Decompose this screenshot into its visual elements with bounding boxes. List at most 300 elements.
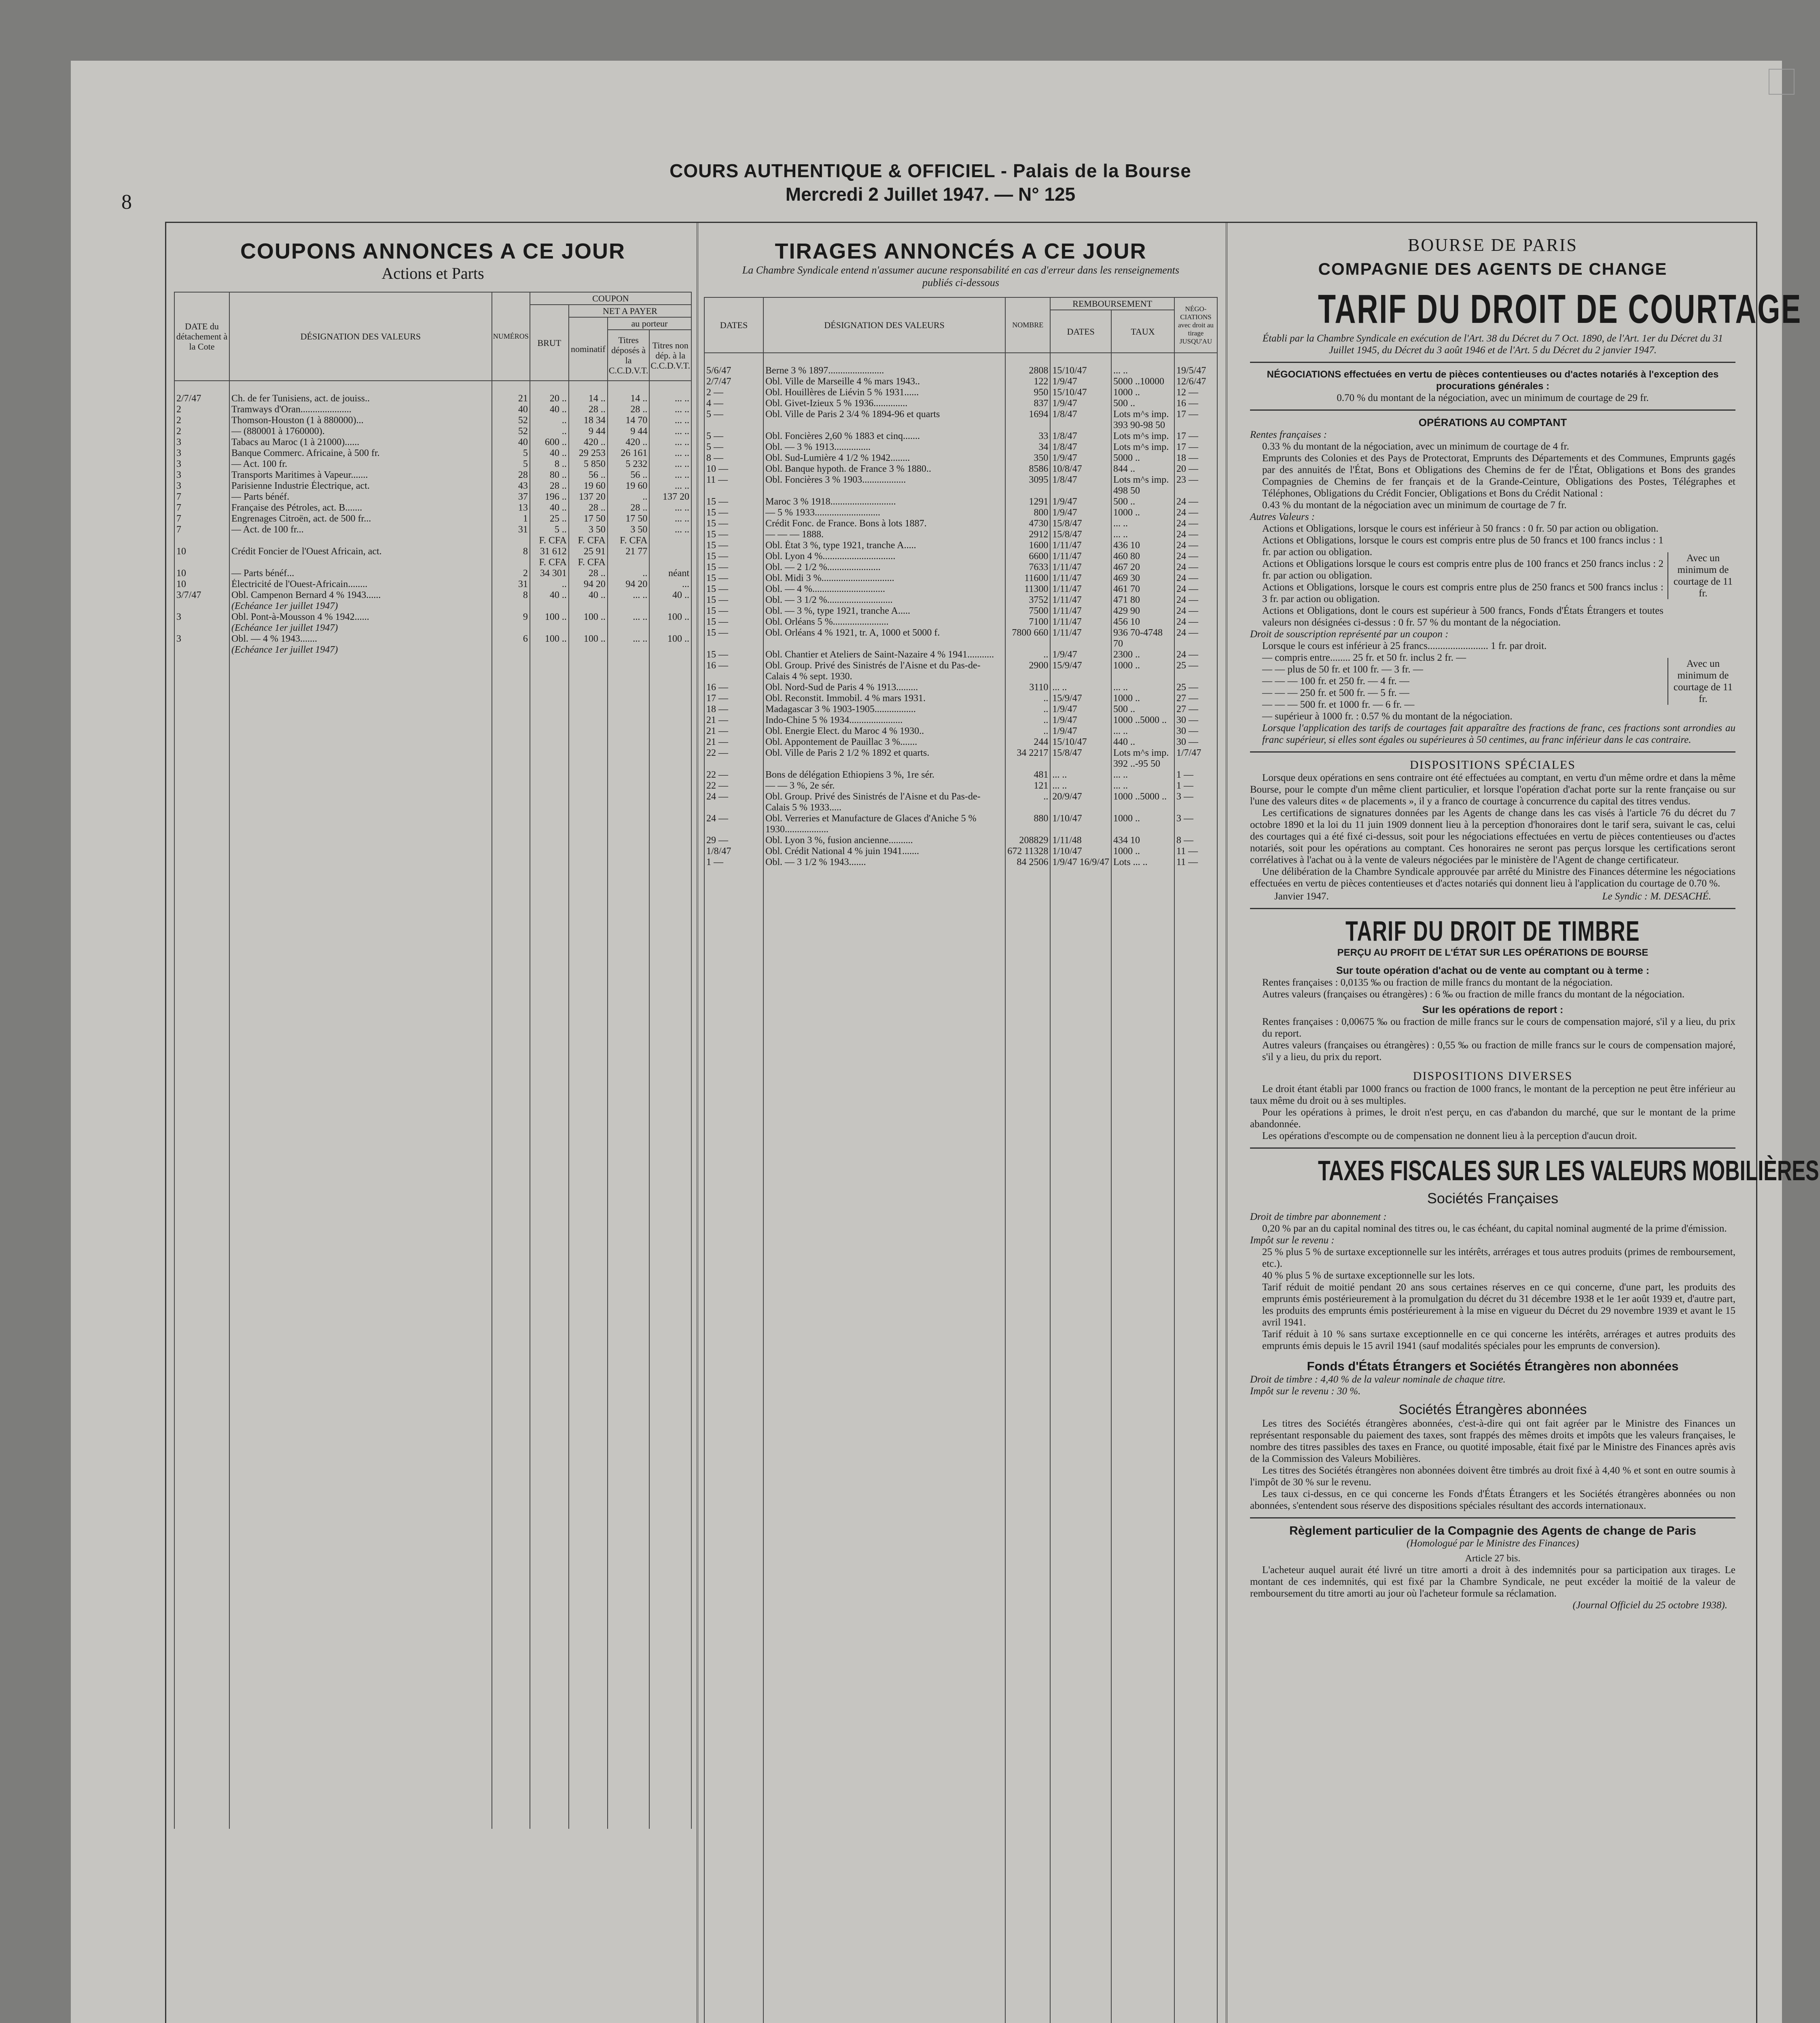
coupon-numero: 28 [492,470,530,481]
table-row [704,715,1217,726]
tirage-negociation: 24 — [1174,584,1217,595]
tirage-date: 2 — [704,387,763,398]
tirage-designation: Obl. — 3 1/2 % 1943....... [763,857,1005,868]
coupon-deposes: 14 .. [608,381,650,404]
tirage-remb-date: 1/9/47 [1050,726,1111,737]
tirage-taux: 1000 ..5000 .. [1111,791,1174,813]
coupon-nominatif: 28 .. [569,503,608,513]
droit-list [1250,640,1663,722]
coupon-numero: 8 [492,590,530,601]
table-row [174,524,691,535]
coupon-brut: 28 .. [530,481,569,492]
coupon-deposes: 9 44 [608,426,650,437]
coupon-non-deposes: ... .. [649,481,691,492]
coupon-date: 10 [174,546,229,557]
coupon-designation: Électricité de l'Ouest-Africain........ [229,579,492,590]
col-date: DATE du détachement à la Cote [174,292,229,381]
tirage-nombre: 7100 [1005,617,1050,628]
coupon-non-deposes: ... .. [649,513,691,524]
coupon-brut: 40 .. [530,404,569,415]
coupon-date [174,535,229,546]
tirage-remb-date: 1/8/47 [1050,475,1111,496]
coupon-non-deposes [649,601,691,612]
coupon-date [174,623,229,634]
autres-list [1250,523,1663,628]
nego-text: 0.70 % du montant de la négociation, avec un minimum de courtage de 29 fr. [1337,392,1649,403]
table-row [704,791,1217,813]
coupon-date [174,645,229,655]
coupon-date: 7 [174,492,229,503]
tirage-remb-date: 1/9/47 [1050,704,1111,715]
tirage-taux: 469 30 [1111,573,1174,584]
bourse-heading: BOURSE DE PARIS [1408,235,1578,255]
table-row [704,573,1217,584]
coupon-designation: — Act. de 100 fr... [229,524,492,535]
coupon-non-deposes: ... .. [649,381,691,404]
table-row [174,459,691,470]
table-row [704,409,1217,431]
timbre-autres: Autres valeurs (françaises ou étrangères) : 6 ‰ ou fraction de mille francs du montant de la négociation. [1262,989,1685,1000]
col-negociations: NÉGO-CIATIONS avec droit au tirage JUSQU'AU [1174,297,1217,353]
page-number: 8 [121,191,132,214]
tirage-date: 15 — [704,496,763,507]
col-dates: DATES [704,297,763,353]
tirage-nombre: 84 2506 [1005,857,1050,868]
tirage-remb-date: 1/11/47 [1050,551,1111,562]
tirage-designation: Madagascar 3 % 1903-1905................. [763,704,1005,715]
coupon-designation: — Parts bénéf... [229,568,492,579]
coupon-brut: .. [530,426,569,437]
coupon-nominatif: 18 34 [569,415,608,426]
coupon-numero: 6 [492,634,530,645]
diverses-para-3: Les opérations d'escompte ou de compensation ne donnent lieu à la perception d'aucun droit. [1262,1130,1637,1141]
list-item: Tarif réduit de moitié pendant 20 ans sous certaines réserves en ce qui concerne, d'une part, les produits des emprunts émis postérieurement à la promulgation du décret du 31 décembre 1938 et le 1er août 1939 et, d'autre part, les produits des emprunts émis postérieurement à la mise en vigueur du Décret du 29 novembre 1939 et avant le 15 avril 1941. [1262,1282,1735,1328]
diverses-para-2: Pour les opérations à primes, le droit n'est perçu, en cas d'abandon du marché, que sur le montant de la prime abandonnée. [1250,1107,1735,1130]
tirage-date: 16 — [704,682,763,693]
tirage-negociation: 24 — [1174,562,1217,573]
courtage-title: TARIF DU DROIT DE COURTAGE [1318,286,1802,332]
coupon-numero: 31 [492,579,530,590]
tirage-nombre: 1600 [1005,540,1050,551]
table-filler [704,868,1217,2023]
list-item: — — — 100 fr. et 250 fr. — 4 fr. — [1262,676,1409,687]
coupon-nominatif: 9 44 [569,426,608,437]
coupon-designation: Tabacs au Maroc (1 à 21000)...... [229,437,492,448]
list-item: Tarif réduit à 10 % sans surtaxe exceptionnelle en ce qui concerne les intérêts, arrérages et autres produits des emprunts émis depuis le 15 avril 1941 (sauf modalités spéciales pour les emprunts de conversion). [1262,1329,1735,1351]
empty-cell [1111,868,1174,2023]
table-row [174,404,691,415]
col-brut: BRUT [530,305,569,381]
tirage-remb-date: 15/8/47 [1050,529,1111,540]
reglement-title: Règlement particulier de la Compagnie des Agents de change de Paris [1289,1524,1696,1537]
coupon-brut: 100 .. [530,612,569,623]
coupon-date: 3 [174,634,229,645]
tirage-negociation: 16 — [1174,398,1217,409]
table-row [704,780,1217,791]
list-item: Actions et Obligations, lorsque le cours est compris entre plus de 50 francs et 100 francs inclus : 1 fr. par action ou obligation. [1262,535,1663,558]
table-filler [174,655,691,1829]
tirage-nombre: 1694 [1005,409,1050,431]
table-row [704,518,1217,529]
coupon-designation: Crédit Foncier de l'Ouest Africain, act. [229,546,492,557]
corner-mark [1769,69,1795,95]
tirage-nombre: 2900 [1005,660,1050,682]
tirage-remb-date: 15/10/47 [1050,387,1111,398]
table-row [704,431,1217,442]
soc-etr-para-1: Les titres des Sociétés étrangères abonnées, c'est-à-dire qui ont fait agréer par le Ministre des Finances un représentant responsable du paiement des taxes, sont frappés des mêmes droits et impôts que les valeurs françaises, le nombre des titres passibles des taxes en France, ou quotité imposable, était fixé par le Ministre des Finances après avis de la Commission des Valeurs Mobilières. [1250,1418,1735,1464]
tirage-nombre: 7633 [1005,562,1050,573]
tirage-nombre: 208829 [1005,835,1050,846]
table-row [174,492,691,503]
coupon-date: 7 [174,513,229,524]
coupon-numero [492,601,530,612]
tirage-negociation: 3 — [1174,813,1217,835]
tirage-taux: 1000 .. [1111,813,1174,835]
tirage-nombre: 950 [1005,387,1050,398]
tirage-date: 22 — [704,780,763,791]
tirage-date: 15 — [704,518,763,529]
coupon-nominatif: 100 .. [569,634,608,645]
tirage-taux: 844 .. [1111,464,1174,475]
tirage-taux: Lots m^s imp. 393 90-98 50 [1111,409,1174,431]
tirage-negociation: 18 — [1174,453,1217,464]
tirage-designation: Obl. — 3 1/2 %........................... [763,595,1005,606]
tirage-date: 5 — [704,431,763,442]
societes-etrangeres: Sociétés Étrangères abonnées [1398,1402,1587,1417]
disp-para-3: Une délibération de la Chambre Syndicale approuvée par arrêté du Ministre des Finances détermine les négociations effectuées en vertu de pièces contentieuses et d'actes notariés qui donnent lieu à l'application du courtage de 0.70 %. [1250,866,1735,889]
tirage-designation: Obl. Foncières 3 % 1903.................. [763,475,1005,496]
empty-cell [492,655,530,1829]
tirage-designation: Obl. Ville de Paris 2 1/2 % 1892 et quarts. [763,748,1005,770]
tirage-taux: 5000 ..10000 [1111,376,1174,387]
tirage-remb-date: 1/11/47 [1050,606,1111,617]
coupon-non-deposes [649,623,691,634]
table-row [174,503,691,513]
tirage-remb-date: 1/9/47 [1050,649,1111,660]
tirage-date: 21 — [704,726,763,737]
header-title: COURS AUTHENTIQUE & OFFICIEL - Palais de la Bourse [670,160,1191,181]
tirage-nombre: 34 2217 [1005,748,1050,770]
tirage-negociation: 24 — [1174,628,1217,649]
list-item: Actions et Obligations, lorsque le cours est compris entre plus de 250 francs et 500 francs inclus : 3 fr. par action ou obligation. [1262,582,1663,604]
list-item: 25 % plus 5 % de surtaxe exceptionnelle sur les intérêts, arrérages et tous autres produits (primes de remboursement, etc.). [1262,1247,1735,1269]
tirage-negociation: 23 — [1174,475,1217,496]
coupon-nominatif: 17 50 [569,513,608,524]
coupon-date: 7 [174,524,229,535]
coupon-nominatif: 420 .. [569,437,608,448]
article-reference: (Journal Officiel du 25 octobre 1938). [1572,1600,1727,1611]
tirage-remb-date: 15/9/47 [1050,693,1111,704]
tirage-designation: Obl. Givet-Izieux 5 % 1936.............. [763,398,1005,409]
tirage-date: 24 — [704,791,763,813]
table-row [704,507,1217,518]
list-item: — — — 250 fr. et 500 fr. — 5 fr. — [1262,687,1409,698]
col-deposes: Titres déposés à la C.C.D.V.T. [608,330,650,381]
tirage-taux: Lots m^s imp. 392 ..-95 50 [1111,748,1174,770]
coupon-non-deposes: ... .. [649,470,691,481]
tirage-date: 15 — [704,649,763,660]
tirage-negociation: 30 — [1174,715,1217,726]
timbre-title: TARIF DU DROIT DE TIMBRE [1345,915,1640,947]
coupon-nominatif [569,623,608,634]
tirage-designation: Obl. Houillères de Liévin 5 % 1931...... [763,387,1005,398]
coupon-designation: Française des Pétroles, act. B....... [229,503,492,513]
tirage-designation: Obl. Sud-Lumière 4 1/2 % 1942........ [763,453,1005,464]
tirage-date: 15 — [704,595,763,606]
table-row [704,387,1217,398]
tirage-taux: Lots ... .. [1111,857,1174,868]
tirage-taux: 1000 ..5000 .. [1111,715,1174,726]
coupon-designation: Engrenages Citroën, act. de 500 fr... [229,513,492,524]
coupon-deposes: ... .. [608,590,650,601]
coupon-brut: F. CFA [530,557,569,568]
tirage-taux: 434 10 [1111,835,1174,846]
coupon-designation: Banque Commerc. Africaine, à 500 fr. [229,448,492,459]
droit-timbre-text: 0,20 % par an du capital nominal des titres ou, le cas échéant, du capital nominal augmenté de la prime d'émission. [1262,1223,1727,1234]
coupon-deposes: 94 20 [608,579,650,590]
coupon-brut: 100 .. [530,634,569,645]
tirage-negociation: 24 — [1174,606,1217,617]
droit-label: Droit de souscription représenté par un coupon : [1250,629,1449,640]
tirage-taux: 461 70 [1111,584,1174,595]
coupon-numero [492,535,530,546]
tirage-date: 15 — [704,584,763,595]
tirage-nombre: 122 [1005,376,1050,387]
tirage-date: 22 — [704,770,763,780]
col-designation: DÉSIGNATION DES VALEURS [763,297,1005,353]
tirage-remb-date: 1/8/47 [1050,442,1111,453]
table-row [174,557,691,568]
emprunts-text: Emprunts des Colonies et des Pays de Protectorat, Emprunts des Départements et des Communes, Emprunts gagés par des annuités de l'État, Bons et Obligations des Chemins de fer de l'État, Obligations et Bons des grandes Compagnies de Chemins de fer français et de la Grande-Ceinture, Obligations des Postes, Télégraphes et Téléphones, Obligations du Crédit Foncier, Obligations et Bons du Crédit National : [1262,453,1735,499]
tirage-taux: Lots m^s imp. [1111,431,1174,442]
tirage-remb-date: 15/9/47 [1050,660,1111,682]
tirage-negociation: 25 — [1174,682,1217,693]
tirage-designation: Obl. Appontement de Pauillac 3 %....... [763,737,1005,748]
table-row [704,562,1217,573]
coupon-designation: Thomson-Houston (1 à 880000)... [229,415,492,426]
coupon-non-deposes: 137 20 [649,492,691,503]
tirage-remb-date: 1/11/47 [1050,562,1111,573]
table-row [174,612,691,623]
tirage-negociation: 24 — [1174,551,1217,562]
tirage-taux: Lots m^s imp. 498 50 [1111,475,1174,496]
tirage-negociation: 1 — [1174,780,1217,791]
list-item: — supérieur à 1000 fr. : 0.57 % du montant de la négociation. [1262,711,1513,722]
coupon-designation: — Act. 100 fr. [229,459,492,470]
rentes-label: Rentes françaises : [1250,429,1327,440]
coupon-deposes: 17 50 [608,513,650,524]
col-nominatif: nominatif [569,317,608,381]
tarif-section [1234,227,1819,1611]
tirage-remb-date: 1/11/47 [1050,573,1111,584]
tirage-date: 15 — [704,573,763,584]
coupon-numero: 5 [492,448,530,459]
coupon-non-deposes [649,535,691,546]
coupon-brut [530,645,569,655]
coupon-designation: (Echéance 1er juillet 1947) [229,623,492,634]
tirage-nombre: .. [1005,715,1050,726]
tirage-designation: Obl. Ville de Marseille 4 % mars 1943.. [763,376,1005,387]
tirage-remb-date: 1/8/47 [1050,431,1111,442]
column-divider [1226,222,1227,2023]
tirage-designation: Obl. — 3 % 1913............... [763,442,1005,453]
col-remboursement: REMBOURSEMENT [1050,297,1174,310]
list-item: — — — 500 fr. et 1000 fr. — 6 fr. — [1262,699,1415,710]
tirage-taux: Lots m^s imp. [1111,442,1174,453]
coupon-deposes: 21 77 [608,546,650,557]
table-row [174,513,691,524]
col-non-deposes: Titres non dép. à la C.C.D.V.T. [649,330,691,381]
coupon-non-deposes: ... .. [649,448,691,459]
table-row [174,634,691,645]
tirage-date: 5 — [704,409,763,431]
tirage-nombre: 33 [1005,431,1050,442]
coupon-numero: 9 [492,612,530,623]
coupons-rows [174,381,691,1829]
coupon-numero: 37 [492,492,530,503]
empty-cell [649,655,691,1829]
tirage-remb-date: 10/8/47 [1050,464,1111,475]
list-item: Lorsque le cours est inférieur à 25 francs........................ 1 fr. par droit. [1262,640,1547,651]
page-header [485,160,1375,205]
table-row [704,376,1217,387]
coupon-non-deposes: ... .. [649,459,691,470]
tirage-nombre: 34 [1005,442,1050,453]
tirage-designation: Obl. Group. Privé des Sinistrés de l'Aisne et du Pas-de-Calais 5 % 1933..... [763,791,1005,813]
empty-cell [763,868,1005,2023]
tirage-date: 21 — [704,737,763,748]
table-row [174,579,691,590]
list-item: — compris entre........ 25 fr. et 50 fr. inclus 2 fr. — [1262,652,1466,663]
tirage-nombre: 8586 [1005,464,1050,475]
tirage-designation: Obl. Orléans 4 % 1921, tr. A, 1000 et 5000 f. [763,628,1005,649]
tirage-remb-date: 1/9/47 16/9/47 [1050,857,1111,868]
tirage-date: 15 — [704,562,763,573]
tirage-nombre: 7800 660 [1005,628,1050,649]
table-row [704,464,1217,475]
col-net: NET A PAYER [569,305,691,317]
tirage-designation: Berne 3 % 1897....................... [763,353,1005,376]
tirage-nombre: .. [1005,649,1050,660]
tirage-nombre: .. [1005,704,1050,715]
tirage-date: 15 — [704,551,763,562]
table-row [174,381,691,404]
coupon-deposes: 5 232 [608,459,650,470]
coupons-title: COUPONS ANNONCES A CE JOUR [240,239,626,263]
table-row [174,645,691,655]
tirage-remb-date: 1/11/47 [1050,584,1111,595]
coupon-non-deposes: ... .. [649,404,691,415]
autres-label: Autres Valeurs : [1250,511,1315,522]
tirage-negociation: 24 — [1174,496,1217,507]
table-row [704,398,1217,409]
coupon-numero: 52 [492,426,530,437]
tirage-negociation: 12 — [1174,387,1217,398]
tirage-taux: 460 80 [1111,551,1174,562]
coupon-designation: Tramways d'Oran..................... [229,404,492,415]
tirage-taux: 471 80 [1111,595,1174,606]
coupon-date [174,557,229,568]
empty-cell [1005,868,1050,2023]
tirage-date: 10 — [704,464,763,475]
tirage-designation: — — — 1888. [763,529,1005,540]
diverses-heading: DISPOSITIONS DIVERSES [1413,1069,1573,1083]
tirage-negociation: 17 — [1174,409,1217,431]
tirage-date: 11 — [704,475,763,496]
list-item: — — plus de 50 fr. et 100 fr. — 3 fr. — [1262,664,1423,675]
table-row [704,846,1217,857]
tirage-date: 29 — [704,835,763,846]
timbre-achat-heading: Sur toute opération d'achat ou de vente au comptant ou à terme : [1336,965,1650,976]
tirage-designation: Bons de délégation Ethiopiens 3 %, 1re sér. [763,770,1005,780]
tirage-negociation: 3 — [1174,791,1217,813]
tirage-nombre: 672 11328 [1005,846,1050,857]
tirage-remb-date: 15/10/47 [1050,353,1111,376]
tirage-date: 5/6/47 [704,353,763,376]
tirage-negociation: 11 — [1174,857,1217,868]
tirage-taux: 456 10 [1111,617,1174,628]
tirage-taux: 467 20 [1111,562,1174,573]
coupon-numero: 43 [492,481,530,492]
table-row [704,693,1217,704]
emprunts-rate: 0.43 % du montant de la négociation avec un minimum de courtage de 7 fr. [1262,500,1567,511]
timbre-report-heading: Sur les opérations de report : [1422,1004,1564,1016]
timbre-report-rentes: Rentes françaises : 0,00675 ‰ ou fraction de mille francs sur le cours de compensation majoré, s'il y a lieu, du prix du report. [1262,1016,1735,1039]
table-row [704,704,1217,715]
tirage-nombre: 11300 [1005,584,1050,595]
coupon-nominatif: 94 20 [569,579,608,590]
coupon-deposes: 26 161 [608,448,650,459]
coupon-deposes: .. [608,492,650,503]
table-row [174,601,691,612]
coupon-non-deposes: ... .. [649,426,691,437]
coupon-deposes: 14 70 [608,415,650,426]
tirage-negociation: 25 — [1174,660,1217,682]
table-row [704,682,1217,693]
tirage-date: 1/8/47 [704,846,763,857]
tirage-remb-date: 15/8/47 [1050,748,1111,770]
tirage-negociation: 24 — [1174,649,1217,660]
coupon-numero: 21 [492,381,530,404]
tirage-taux: 500 .. [1111,398,1174,409]
tirage-designation: Obl. Verreries et Manufacture de Glaces d'Aniche 5 % 1930.................. [763,813,1005,835]
coupon-date: 10 [174,568,229,579]
coupon-brut: 31 612 [530,546,569,557]
table-row [704,813,1217,835]
tirage-remb-date: 20/9/47 [1050,791,1111,813]
article-text: L'acheteur auquel aurait été livré un titre amorti a droit à des indemnités pour sa participation aux tirages. Le montant de ces indemnités, qui est fixé par la Chambre Syndicale, ne peut excéder la moitié de la valeur de remboursement du titre amorti au jour où l'acheteur formule sa réclamation. [1250,1565,1735,1599]
table-row [174,546,691,557]
tirage-negociation: 12/6/47 [1174,376,1217,387]
coupon-date: 3 [174,612,229,623]
tirage-taux: 500 .. [1111,704,1174,715]
coupon-numero: 13 [492,503,530,513]
coupon-brut: 34 301 [530,568,569,579]
tirage-designation: Obl. — 4 %.............................. [763,584,1005,595]
tirage-remb-date: 1/9/47 [1050,715,1111,726]
reglement-subtitle: (Homologué par le Ministre des Finances) [1406,1538,1579,1549]
header-date: Mercredi 2 Juillet 1947. — N° 125 [785,184,1076,205]
tirage-designation: Obl. Banque hypoth. de France 3 % 1880.. [763,464,1005,475]
coupon-non-deposes: ... [649,579,691,590]
coupon-deposes: 28 .. [608,404,650,415]
tirage-remb-date: 1/8/47 [1050,409,1111,431]
tirage-negociation: 11 — [1174,846,1217,857]
coupon-non-deposes: 40 .. [649,590,691,601]
tirage-date: 2/7/47 [704,376,763,387]
empty-cell [174,655,229,1829]
tirage-negociation: 17 — [1174,431,1217,442]
